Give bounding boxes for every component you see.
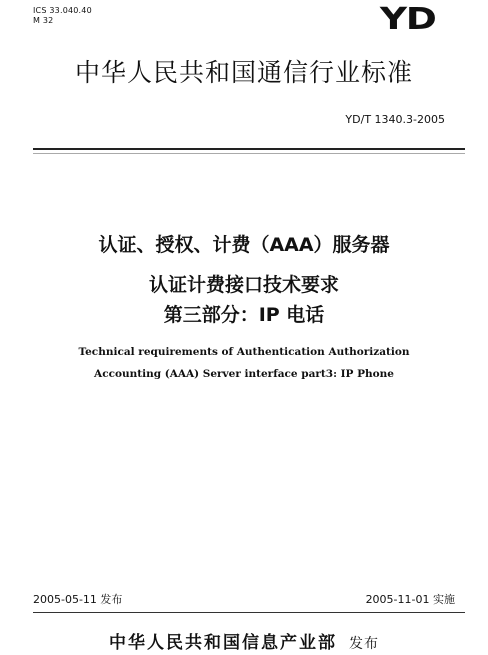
en-title-line-1: Technical requirements of Authentication Authorization (78, 346, 410, 358)
yd-logo: YD (380, 2, 436, 37)
bottom-divider (33, 612, 465, 613)
standard-org-title: 中华人民共和国通信行业标准 (74, 58, 413, 87)
effective-date: 2005-11-01 实施 (365, 593, 455, 606)
ics-code-block (33, 6, 92, 26)
publisher-suffix: 发布 (349, 636, 379, 652)
top-divider-thin (33, 153, 465, 154)
ics-number: ICS 33.040.40 (33, 6, 92, 15)
issue-date: 2005-05-11 发布 (33, 593, 123, 606)
standard-number: YD/T 1340.3-2005 (345, 113, 445, 126)
cn-title-line-1: 认证、授权、计费（AAA）服务器 (98, 234, 390, 256)
publisher (0, 632, 488, 655)
cn-title-line-3: 第三部分：IP 电话 (163, 304, 325, 326)
top-divider (33, 148, 465, 150)
classification-code: M 32 (33, 16, 54, 25)
publisher-name: 中华人民共和国信息产业部 (109, 633, 337, 653)
en-title-line-2: Accounting (AAA) Server interface part3: IP Phone (94, 368, 394, 380)
cn-title-line-2: 认证计费接口技术要求 (148, 274, 339, 296)
